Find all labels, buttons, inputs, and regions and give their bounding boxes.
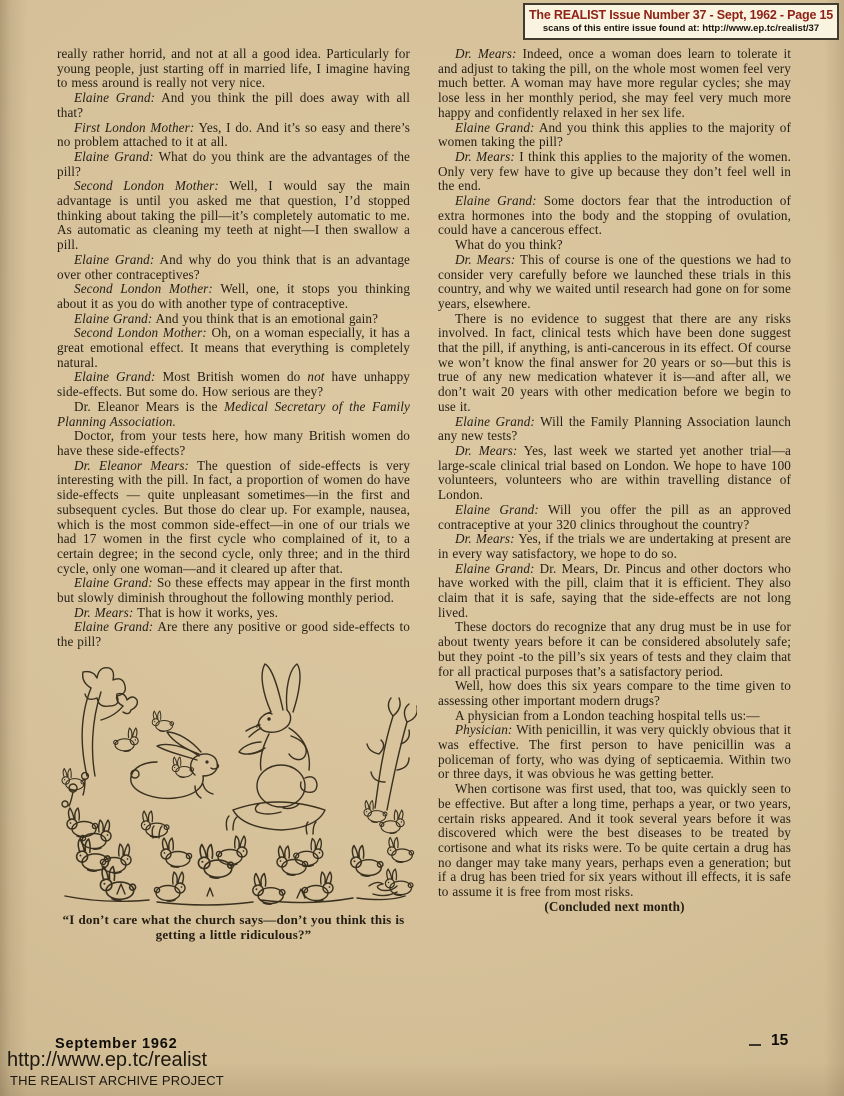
footer-page-number: 15	[771, 1032, 789, 1049]
left-column	[57, 47, 410, 943]
archive-header-box	[523, 3, 839, 40]
right-paragraphs	[438, 47, 791, 914]
right-column	[438, 47, 791, 943]
paragraph: Elaine Grand: Most British women do not have unhappy side-effects. But some do. How serious are they?	[57, 369, 410, 400]
footer-issue-date: September 1962	[55, 1036, 178, 1052]
paragraph: Well, how does this six years compare to the time given to assessing other important modern drugs?	[438, 678, 791, 708]
paragraph: What do you think?	[455, 237, 563, 253]
paragraph: Dr. Mears: That is how it works, yes.	[74, 604, 279, 620]
paragraph: really rather horrid, and not at all a good idea. Particularly for young people, just starting off in married life, I imagine having to mess around is really not very nice.	[57, 46, 410, 91]
cartoon-figure	[57, 658, 410, 943]
paragraph: Elaine Grand: So these effects may appear in the first month but slowly diminish throughout the following monthly period.	[57, 575, 410, 606]
paragraph: Elaine Grand: And why do you think that is an advantage over other contraceptives?	[57, 251, 410, 282]
paragraph: Dr. Mears: This of course is one of the questions we had to consider very carefully before we launched these trials in this country, and why we waited until research had gone on for some years, elsewhere.	[438, 251, 792, 311]
paragraph: Dr. Eleanor Mears: The question of side-effects is very interesting with the pill. In fact, a proportion of women do have side-effects — quite unpleasant sometimes—in the first and subsequent cycles. But those do clear up. For example, nausea, which is the most common side-effect—in one of our trials we had 17 women in the first cycle who complained of it, to a certain degree; in the second cycle, only three; and in the third cycle, only one woman—and it cleared up after that.	[57, 457, 410, 576]
paragraph: Elaine Grand: Will you offer the pill as an approved contraceptive at your 320 clinics throughout the country?	[438, 501, 791, 532]
paragraph: (Concluded next month)	[544, 898, 685, 914]
paragraph: There is no evidence to suggest that there are any risks involved. In fact, clinical tests which have been done suggest that the pill, if anything, is anti-cancerous in its effect. Of course we won’t know the final answer for 20 years or so—but this is true of any new medication whatever it is—and after all, we don’t wait 20 years with other medication before we begin to use it.	[438, 310, 791, 414]
paragraph: Elaine Grand: Dr. Mears, Dr. Pincus and other doctors who have worked with the pill, claim that it is efficient. They also claim that it is safe, saying that the side-effects are not long lived.	[438, 560, 791, 620]
header-scan-note: scans of this entire issue found at: http://www.ep.tc/realist/37	[542, 23, 820, 34]
cartoon-caption: “I don’t care what the church says—don’t you think this is getting a little ridiculous?”	[62, 911, 405, 943]
paragraph: Dr. Eleanor Mears is the Medical Secretary of the Family Planning Association.	[57, 398, 410, 429]
paragraph: Elaine Grand: And you think the pill does away with all that?	[57, 90, 410, 120]
paragraph: Second London Mother: Oh, on a woman especially, it has a great emotional effect. It means that everything is completely natural.	[57, 325, 410, 370]
paragraph: Elaine Grand: And you think that is an emotional gain?	[74, 310, 379, 326]
paragraph: Elaine Grand: Are there any positive or good side-effects to the pill?	[57, 619, 410, 650]
paragraph: These doctors do recognize that any drug must be in use for about twenty years before it can be considered absolutely safe; but they point -to the pill’s six years of tests and they claim that for all practical purposes that’s a satisfactory period.	[438, 619, 791, 679]
paragraph: Physician: With penicillin, it was very quickly obvious that it was effective. The first person to have penicillin was a policeman of forty, who was dying of septicaemia. Within two or three days, it was obvious he was getting better.	[438, 722, 791, 782]
paragraph: Second London Mother: Well, I would say the main advantage is until you asked me that question, I’d stopped thinking about taking the pill—it’s completely automatic to me. As automatic as cleaning my teeth at night—I then swallow a pill.	[57, 178, 411, 253]
paragraph: Doctor, from your tests here, how many British women do have these side-effects?	[57, 428, 410, 458]
paragraph: When cortisone was first used, that too, was quickly seen to be effective. But after a long time, perhaps a year, or two years, certain risks appeared. And it took several years before it was discovered which were the best diseases to be treated by cortisone and what its risks were. To be quite certain a drug has no danger may take many years, perhaps even a generation; but if a drug has been tried for six years without ill effects, it is safe to assume it is free from most risks.	[438, 781, 791, 900]
paragraph: Elaine Grand: And you think this applies to the majority of women taking the pill?	[438, 119, 791, 150]
paragraph: Dr. Mears: Yes, last week we started yet another trial—a large-scale clinical trial based on London. We hope to have 100 volunteers, volunteers who are within travelling distance of London.	[438, 442, 791, 503]
paragraph: Dr. Mears: Indeed, once a woman does learn to tolerate it and adjust to taking the pill, on the whole most women feel very much better. A woman may have more regular cycles; she may lose less in her monthly period, she may feel very much more happy and confidently relaxed in her sex life.	[438, 46, 791, 120]
paragraph: Elaine Grand: Some doctors fear that the introduction of extra hormones into the body and the stopping of ovulation, could have a cancerous effect.	[438, 193, 791, 238]
paragraph: Second London Mother: Well, one, it stops you thinking about it as you do with another type of contraceptive.	[57, 281, 411, 311]
footer-archive-url: http://www.ep.tc/realist	[7, 1049, 208, 1071]
left-paragraphs	[57, 47, 410, 650]
paragraph: Dr. Mears: I think this applies to the majority of the women. Only very few have to give up because they don’t feel well in the end.	[438, 148, 792, 194]
rabbits-cartoon-illustration	[57, 658, 417, 908]
paragraph: Elaine Grand: What do you think are the advantages of the pill?	[57, 148, 411, 179]
paragraph: A physician from a London teaching hospital tells us:—	[455, 707, 760, 723]
paragraph: Elaine Grand: Will the Family Planning Association launch any new tests?	[438, 413, 791, 444]
article-columns	[57, 47, 791, 943]
header-issue-title: The REALIST Issue Number 37 - Sept, 1962 - Page 15	[529, 8, 833, 22]
paragraph: First London Mother: Yes, I do. And it’s so easy and there’s no problem attached to it at all.	[57, 119, 411, 150]
paragraph: Dr. Mears: Yes, if the trials we are undertaking at present are in every way satisfactory, we hope to do so.	[438, 531, 791, 561]
footer-archive-project: THE REALIST ARCHIVE PROJECT	[10, 1073, 224, 1088]
